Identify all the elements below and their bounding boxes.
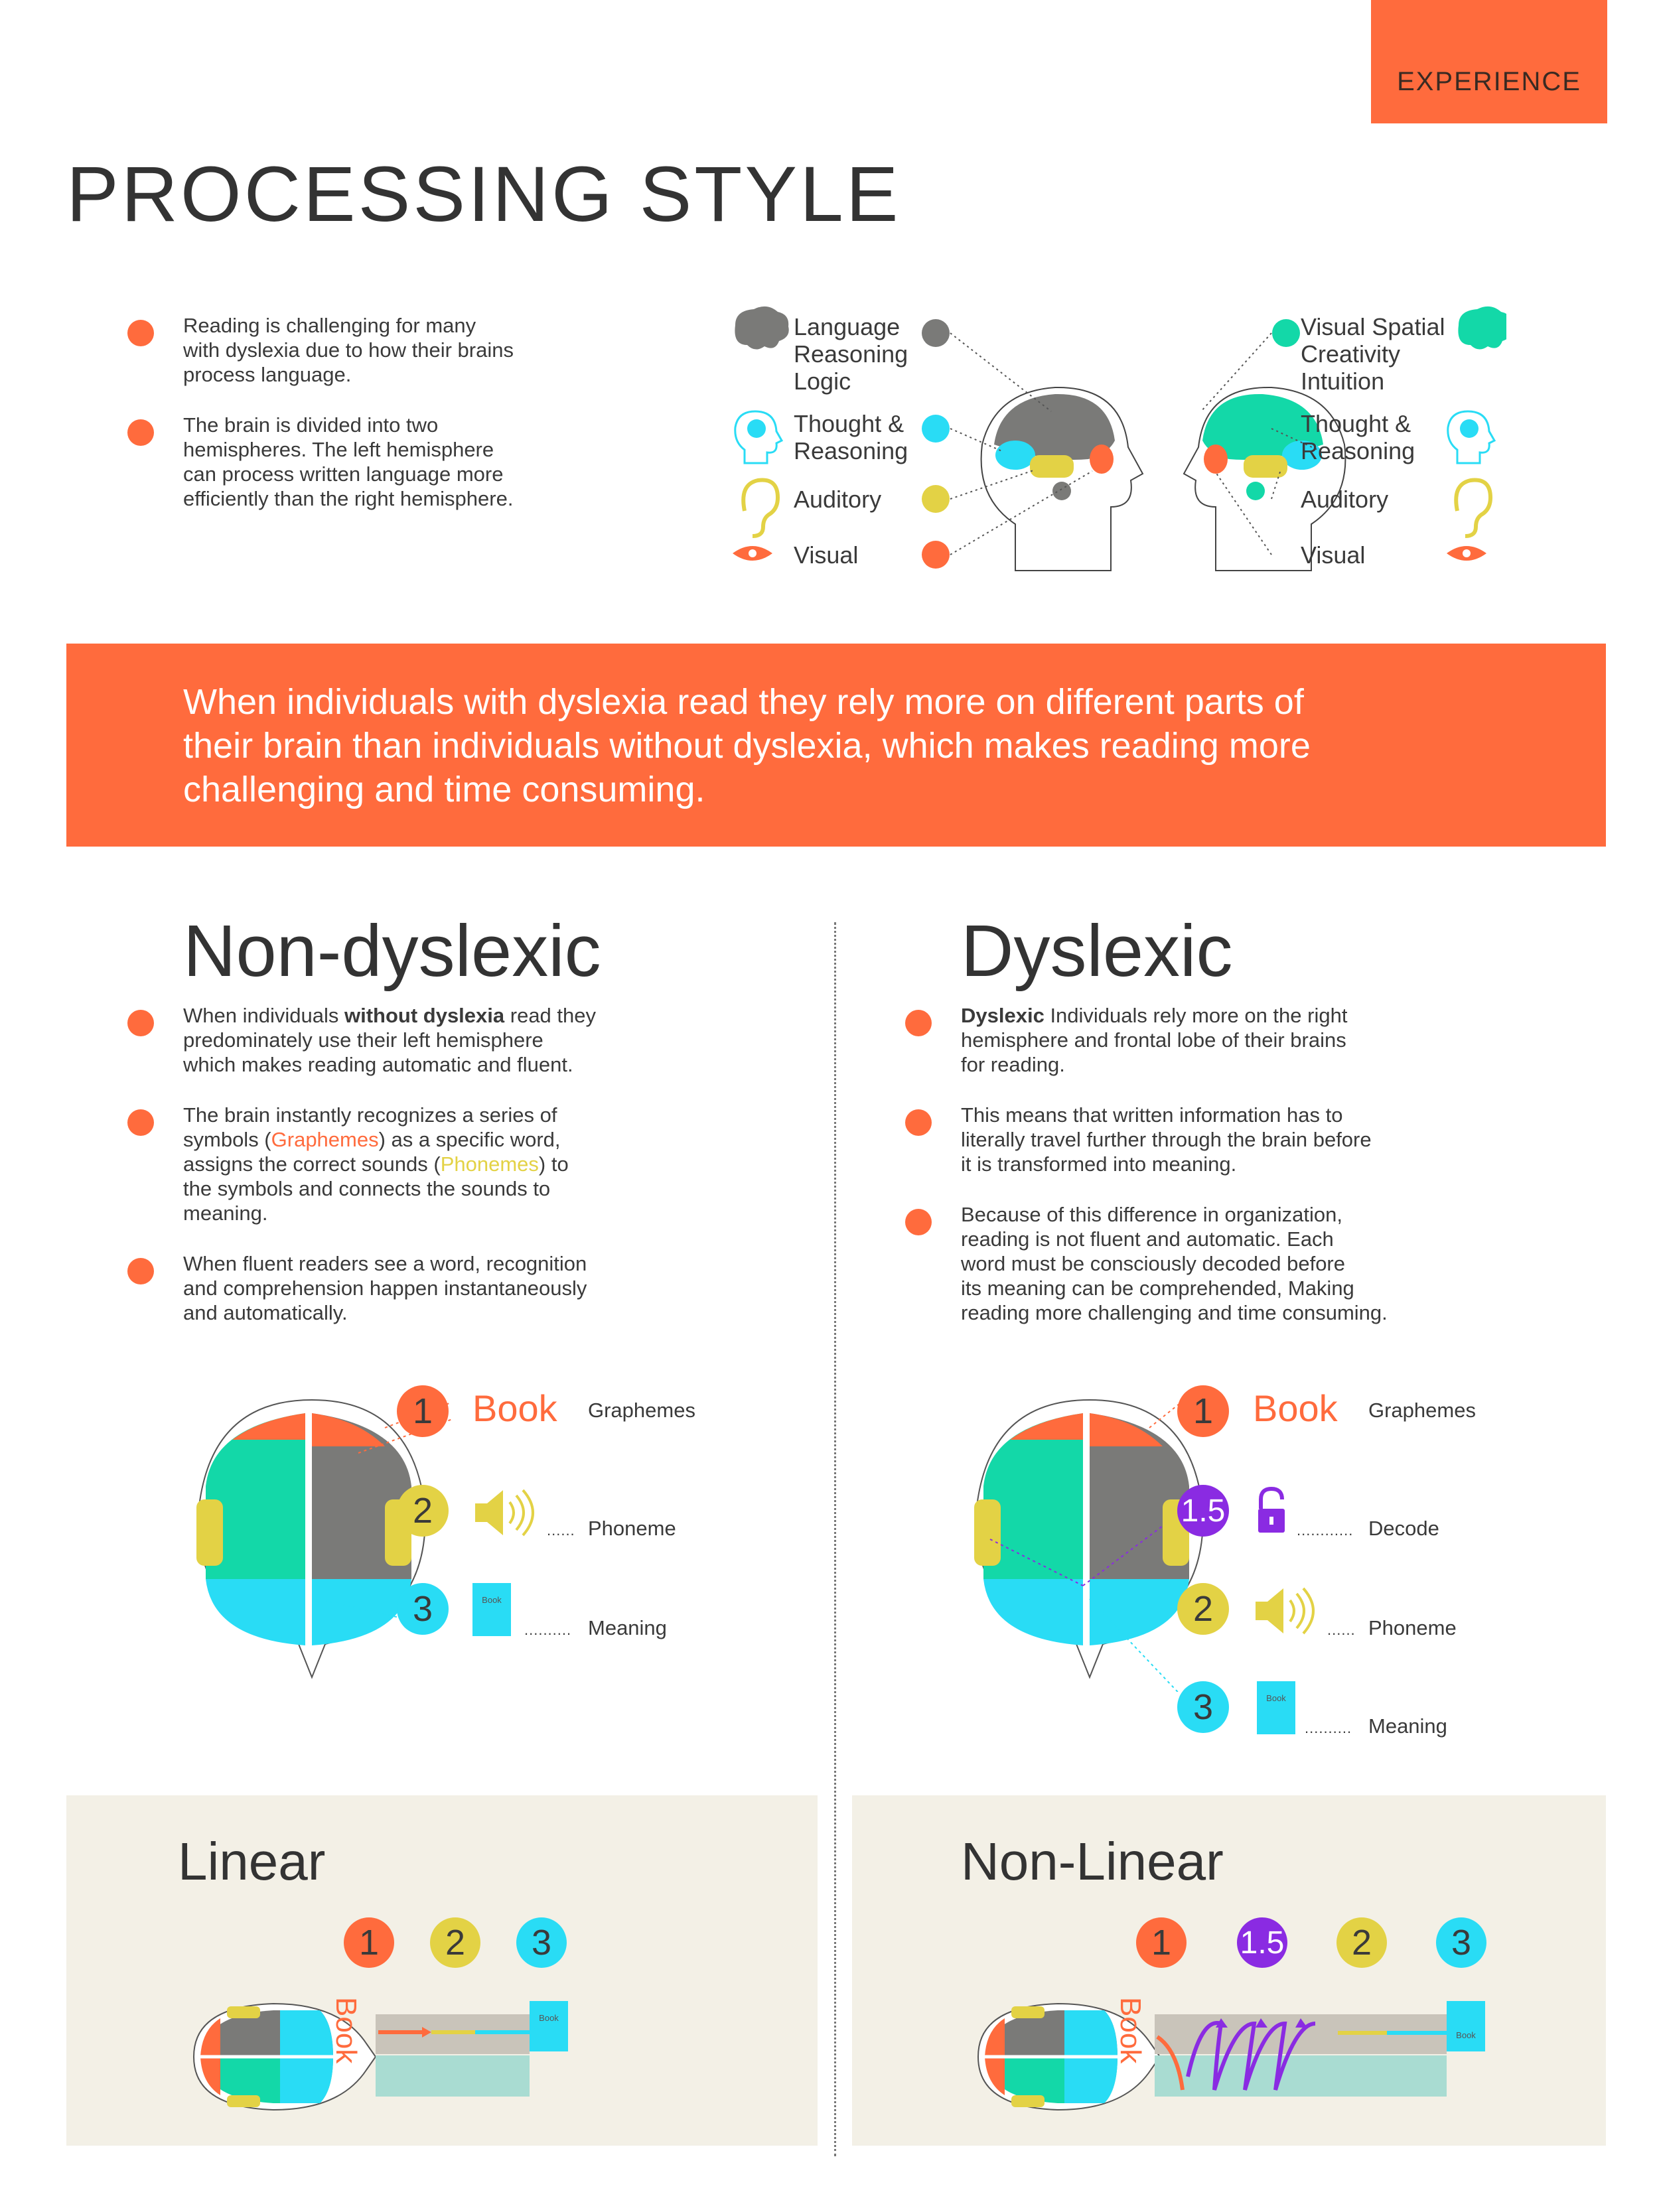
label-visual-spatial [1301,313,1445,395]
dyslexic-brain-diagram [950,1393,1229,1692]
non-dyslexic-brain-diagram [173,1393,451,1692]
eye-icon [1447,546,1486,561]
head-icon [735,411,782,463]
bullet [127,1010,154,1036]
ear-icon [1456,480,1490,536]
text-line: the symbols and connects the sounds to [183,1177,551,1200]
label-phoneme: Phoneme [1368,1616,1457,1639]
label-thought-reasoning-right [1301,410,1415,464]
text-line: Intuition [1301,368,1385,395]
vertical-book-word [330,1997,362,2069]
book-icon-label: Book [1456,2030,1476,2040]
text-line: which makes reading automatic and fluent. [183,1053,573,1076]
label-decode: Decode [1368,1517,1439,1540]
book-word: Book [472,1387,557,1429]
step-number-1: 1 [1177,1385,1229,1437]
step-number-3: 3 [397,1583,449,1635]
label-phoneme: Phoneme [588,1517,676,1540]
text-line: and comprehension happen instantaneously [183,1277,587,1300]
text-line: Language [794,313,901,340]
bold-text: without dyslexia [344,1004,505,1027]
text-line: The brain is divided into two [183,413,439,437]
text-line: This means that written information has to [961,1103,1343,1127]
text-line: with dyslexia due to how their brains [183,338,514,362]
bullet [905,1010,932,1036]
vertical-book-word [1114,1997,1147,2069]
book-icon [530,2001,568,2051]
heading-non-dyslexic: Non-dyslexic [183,910,601,992]
label-visual-left: Visual [794,541,859,569]
pathway-bar-bottom [376,2055,530,2097]
text-line: and automatically. [183,1301,348,1324]
book-icon-label: Book [482,1595,502,1605]
text-line: hemispheres. The left hemisphere [183,438,494,461]
bullet [127,320,154,346]
leader-dots: ...... [1327,1622,1356,1638]
non-linear-pathway-arrows [1155,2010,1447,2103]
linear-pathway-arrow [376,2022,530,2042]
text-line: word must be consciously decoded before [961,1252,1345,1275]
text-line: Reasoning [794,340,908,368]
text-line: for reading. [961,1053,1065,1076]
text-line: Logic [794,368,851,395]
text-line: reading is not fluent and automatic. Each [961,1227,1334,1251]
intro-paragraph-2 [183,413,513,511]
head-icon [1448,411,1494,463]
text-line: Reasoning [794,437,908,464]
label-meaning: Meaning [1368,1714,1447,1738]
step-number-3: 3 [516,1917,567,1968]
label-graphemes: Graphemes [588,1399,695,1422]
book-icon [1447,2001,1485,2051]
text-line: Reasoning [1301,437,1415,464]
non-dyslexic-paragraph-1 [183,1003,596,1077]
text-line: Visual Spatial [1301,313,1445,340]
text-line: process language. [183,363,352,386]
step-number-1: 1 [1136,1917,1187,1968]
text-line: When individuals with dyslexia read they rely more on different parts of [183,682,1304,722]
leader-dots: ............ [1297,1522,1354,1539]
bullet [905,1209,932,1235]
text-span: assigns the correct sounds ( [183,1152,441,1176]
text-line: literally travel further through the brain before [961,1128,1372,1151]
label-auditory-left: Auditory [794,486,882,513]
text-line: can process written language more [183,462,504,486]
label-visual-right: Visual [1301,541,1366,569]
dyslexic-paragraph-2 [961,1103,1372,1176]
page-title: PROCESSING STYLE [66,151,901,238]
step-number-2: 2 [1336,1917,1387,1968]
text-line: their brain than individuals without dyslexia, which makes reading more [183,726,1311,766]
step-number-1: 1 [344,1917,394,1968]
text-line: The brain instantly recognizes a series of [183,1103,557,1127]
bold-text: Dyslexic [961,1004,1045,1027]
text-line: Thought & [1301,410,1411,437]
text-span: ) as a specific word, [378,1128,561,1151]
heading-dyslexic: Dyslexic [961,910,1233,992]
step-number-2: 2 [397,1485,449,1537]
vertical-text: Book [1114,1997,1147,2064]
non-dyslexic-paragraph-2 [183,1103,569,1225]
left-head-diagram [981,387,1143,571]
label-graphemes: Graphemes [1368,1399,1476,1422]
text-line: When fluent readers see a word, recognition [183,1252,587,1275]
label-meaning: Meaning [588,1616,667,1639]
text-line: meaning. [183,1202,268,1225]
speaker-icon [1253,1584,1319,1637]
book-icon-label: Book [539,2013,559,2023]
intro-paragraph-1 [183,313,514,387]
text-span: Individuals rely more on the right [1044,1004,1348,1027]
dyslexic-paragraph-3 [961,1202,1388,1325]
banner-text [183,680,1550,811]
text-span: symbols ( [183,1128,271,1151]
step-number-3: 3 [1177,1681,1229,1733]
heading-linear: Linear [178,1832,326,1891]
book-icon [1257,1681,1295,1734]
step-number-1-5: 1.5 [1237,1917,1287,1968]
bullet [127,1258,154,1284]
text-line: Because of this difference in organization, [961,1203,1343,1226]
text-line: Creativity [1301,340,1401,368]
phonemes-term: Phonemes [440,1152,539,1176]
section-tag: EXPERIENCE [1371,0,1607,123]
step-number-3: 3 [1436,1917,1486,1968]
book-icon-label: Book [1266,1693,1286,1703]
text-line: challenging and time consuming. [183,770,705,809]
text-line: Thought & [794,410,904,437]
unlock-icon [1256,1486,1289,1537]
step-number-2: 2 [1177,1583,1229,1635]
graphemes-term: Graphemes [271,1128,379,1151]
text-span: When individuals [183,1004,344,1027]
bullet [127,1109,154,1136]
text-line: reading more challenging and time consuming. [961,1301,1388,1324]
bullet [127,419,154,446]
column-divider [834,922,836,2156]
label-auditory-right: Auditory [1301,486,1389,513]
step-number-1: 1 [397,1385,449,1437]
step-number-2: 2 [430,1917,480,1968]
bullet [905,1109,932,1136]
step-number-1-5: 1.5 [1177,1485,1229,1537]
non-dyslexic-paragraph-3 [183,1251,587,1325]
brain-icon [1458,307,1506,350]
text-line: it is transformed into meaning. [961,1152,1237,1176]
speaker-icon [472,1486,539,1539]
text-line: Reading is challenging for many [183,314,476,337]
book-word: Book [1253,1387,1338,1429]
leader-dots: .......... [1305,1720,1352,1736]
text-line: predominately use their left hemisphere [183,1028,543,1052]
book-icon [472,1583,511,1636]
text-span: ) to [538,1152,569,1176]
dyslexic-paragraph-1 [961,1003,1347,1077]
label-thought-reasoning-left [794,410,908,464]
brain-icon [735,307,788,350]
heading-non-linear: Non-Linear [961,1832,1224,1891]
leader-dots: .......... [524,1622,572,1638]
text-span: read they [504,1004,597,1027]
vertical-text: Book [330,1997,362,2064]
leader-dots: ...... [547,1522,575,1539]
eye-icon [733,546,772,561]
text-line: efficiently than the right hemisphere. [183,487,514,510]
ear-icon [743,480,778,536]
text-line: its meaning can be comprehended, Making [961,1277,1354,1300]
text-line: hemisphere and frontal lobe of their brains [961,1028,1346,1052]
label-language-reasoning-logic [794,313,908,395]
